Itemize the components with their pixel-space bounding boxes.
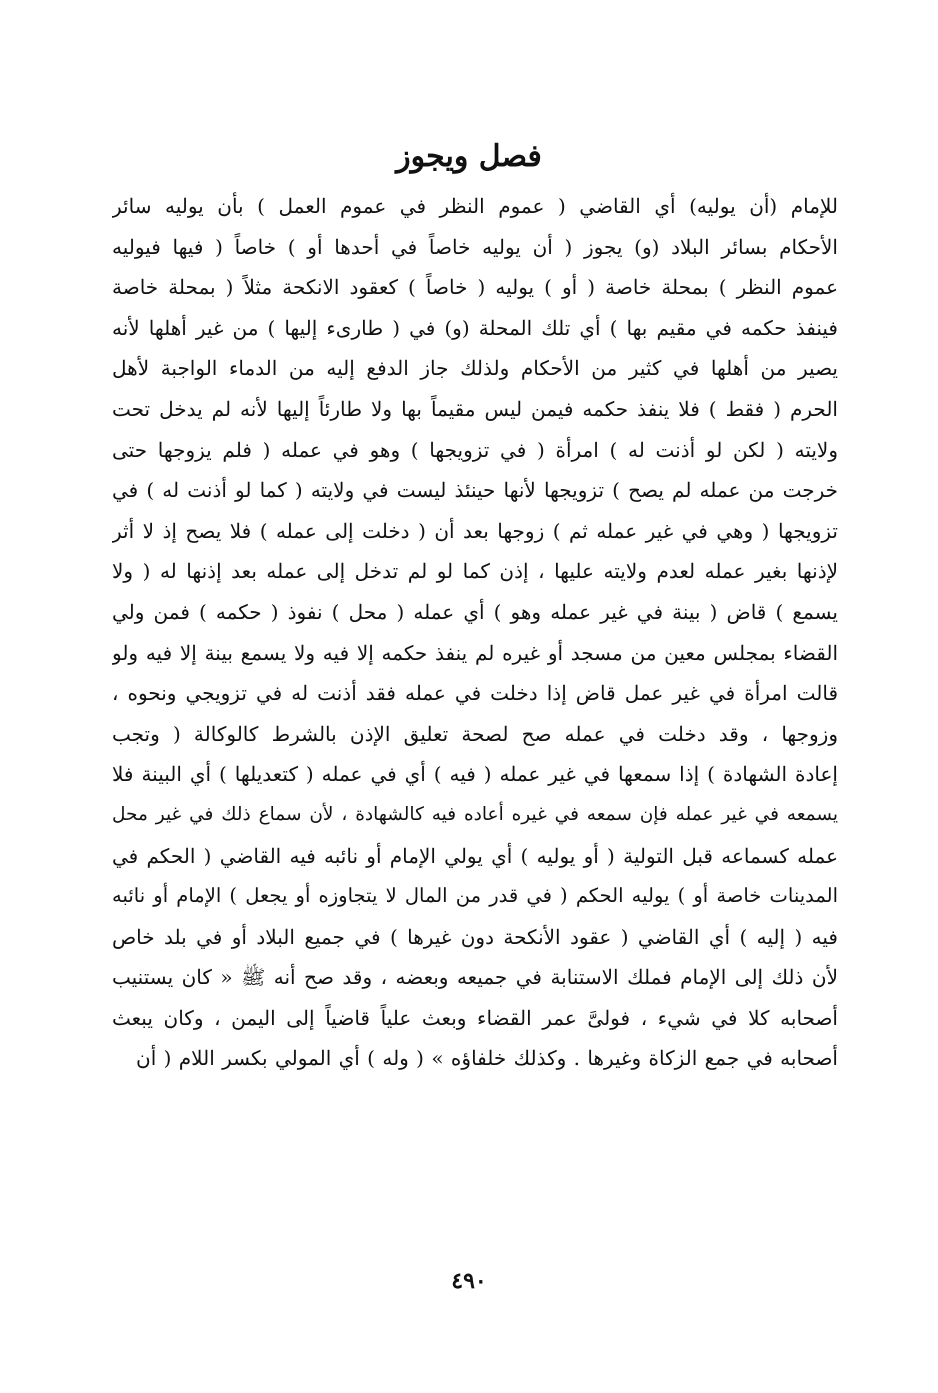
text-line: تزويجها ( وهي في غير عمله ثم ) زوجها بعد أن ( دخلت إلى عمله ) فلا يصح إذ لا أثر — [112, 518, 838, 543]
text-line: الأحكام بسائر البلاد (و) يجوز ( أن يوليه خاصاً في أحدها أو ) خاصاً ( فيها فيوليه — [112, 234, 838, 259]
text-line: لأن ذلك إلى الإمام فملك الاستنابة في جميعه وبعضه ، وقد صح أنه ﷺ « كان يستنيب — [112, 965, 838, 990]
text-line: أصحابه كلا في شيء ، فولىَّ عمر القضاء وبعث علياً قاضياً إلى اليمن ، وكان يبعث — [112, 1005, 838, 1030]
text-line: خرجت من عمله لم يصح ) تزويجها لأنها حينئذ ليست في ولايته ( كما لو أذنت له ) في — [112, 478, 838, 503]
text-line: ولايته ( لكن لو أذنت له ) امرأة ( في تزويجها ) وهو في عمله ( فلم يزوجها حتى — [112, 437, 838, 462]
text-line: عموم النظر ) بمحلة خاصة ( أو ) يوليه ( خاصاً ) كعقود الانكحة مثلاً ( بمحلة خاصة — [112, 275, 838, 300]
text-line: يسمع ) قاض ( بينة في غير عمله وهو ) أي عمله ( محل ) نفوذ ( حكمه ) فمن ولي — [112, 599, 838, 624]
text-line: المدينات خاصة أو ) يوليه الحكم ( في قدر من المال لا يتجاوزه أو يجعل ) الإمام أو نائبه — [112, 884, 838, 908]
text-line: فينفذ حكمه في مقيم بها ) أي تلك المحلة (و) في ( طارىء إليها ) من غير أهلها لأنه — [112, 315, 838, 340]
text-line: لإذنها بغير عمله لعدم ولايته عليها ، إذن كما لو لم تدخل إلى عمله بعد إذنها له ( ولا — [112, 559, 838, 584]
text-line: عمله كسماعه قبل التولية ( أو يوليه ) أي يولي الإمام أو نائبه فيه القاضي ( الحكم في — [112, 843, 838, 868]
text-line: فيه ( إليه ) أي القاضي ( عقود الأنكحة دون غيرها ) في جميع البلاد أو في بلد خاص — [112, 924, 838, 949]
text-line: إعادة الشهادة ) إذا سمعها في غير عمله ( فيه ) أي في عمله ( كتعديلها ) أي البينة فلا — [112, 762, 838, 787]
text-line: للإمام (أن يوليه) أي القاضي ( عموم النظر في عموم العمل ) بأن يوليه سائر — [112, 194, 838, 218]
text-line: الحرم ( فقط ) فلا ينفذ حكمه فيمن ليس مقيماً بها ولا طارئاً إليها لأنه لم يدخل تحت — [112, 396, 838, 421]
text-line: يسمعه في غير عمله فإن سمعه في غيره أعاده فيه كالشهادة ، لأن سماع ذلك في غير محل — [112, 803, 838, 825]
text-line: القضاء بمجلس معين من مسجد أو غيره لم ينفذ حكمه إلا فيه ولا يسمع بينة إلا فيه ولو — [112, 640, 838, 665]
section-heading: فصل ويجوز — [396, 139, 542, 174]
text-line: أصحابه في جمع الزكاة وغيرها . وكذلك خلفاؤه » ( وله ) أي المولي بكسر اللام ( أن — [136, 1046, 838, 1071]
page-number: ٤٩٠ — [451, 1268, 487, 1294]
text-line: يصير من أهلها في كثير من الأحكام ولذلك جاز الدفع إليه من الدماء الواجبة لأهل — [112, 356, 838, 381]
body-text — [112, 186, 838, 1079]
text-line: وزوجها ، وقد دخلت في عمله صح لصحة تعليق الإذن بالشرط كالوكالة ( وتجب — [112, 721, 838, 746]
text-line: قالت امرأة في غير عمل قاض إذا دخلت في عمله فقد أذنت له في تزويجي ونحوه ، — [112, 681, 838, 706]
